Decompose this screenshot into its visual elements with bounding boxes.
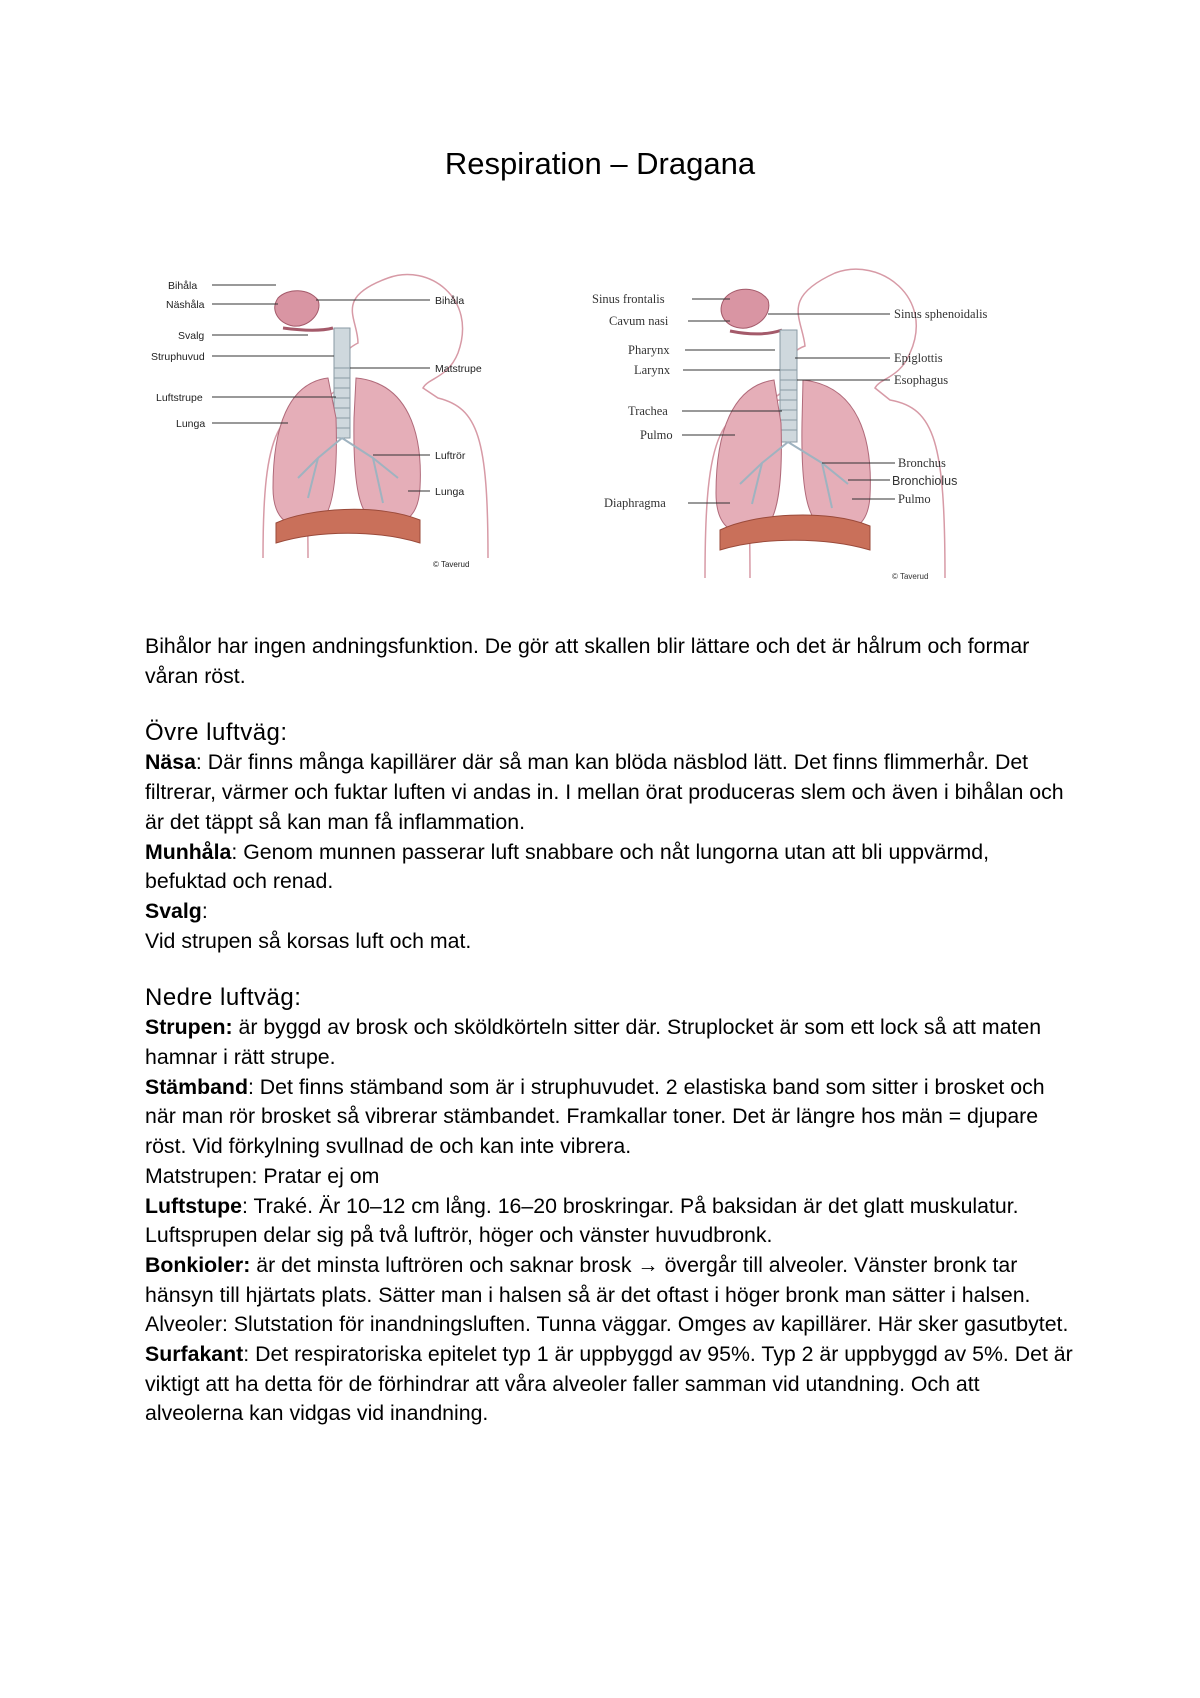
paragraph-strupen: Strupen: är byggd av brosk och sköldkörteln sitter där. Struplocket är som ett lock så att maten hamnar i rätt strupe. (145, 1015, 1042, 1070)
label-matstrupe: Matstrupe (435, 363, 482, 375)
figure-credit: © Taverud (892, 572, 929, 581)
label-bihala-right: Bihåla (435, 295, 465, 307)
label-trachea: Trachea (628, 404, 668, 418)
term-luftstupe: Luftstupe (145, 1193, 243, 1218)
paragraph-bonkioler: Bonkioler: är det minsta luftrören och saknar brosk → övergår till alveoler. Vänster bronk tar hänsyn till hjärtats plats. Sätter man i halsen så är det oftast i höger bronk man sätter i halsen. (145, 1252, 1031, 1307)
term-bonkioler: Bonkioler: (145, 1252, 251, 1277)
paragraph-luftstupe: Luftstupe: Traké. Är 10–12 cm lång. 16–20 broskringar. På baksidan är det glatt muskulatur. Luftsprupen delar sig på två luftrör, höger och vänster huvudbronk. (145, 1193, 1019, 1248)
term-nasa: Näsa (145, 750, 196, 775)
label-lunga-right: Lunga (435, 486, 465, 498)
paragraph-nasa: Näsa: Där finns många kapillärer där så man kan blöda näsblod lätt. Det finns flimmerhår. Det filtrerar, värmer och fuktar luften vi andas in. I mellan örat produceras slem och även i bihålan och är det täppt så kan man få inflammation. (145, 750, 1064, 834)
paragraph-matstrupen: Matstrupen: Pratar ej om (145, 1163, 380, 1188)
term-surfakant: Surfakant (145, 1342, 244, 1367)
term-munhala: Munhåla (145, 839, 232, 864)
label-pharynx: Pharynx (628, 343, 670, 357)
heading-lower-airway: Nedre luftväg: (145, 984, 302, 1012)
label-pulmo-left: Pulmo (640, 428, 673, 442)
respiratory-illustration (590, 258, 1082, 588)
respiratory-diagram-latin (590, 258, 1082, 588)
paragraph-stamband: Stämband: Det finns stämband som är i struphuvudet. 2 elastiska band som sitter i brosket och när man rör brosket så vibrerar stämbandet. Framkallar toner. Det är längre hos män = djupare röst. Vid förkylning svullnad de och kan inte vibrera. (145, 1074, 1045, 1159)
heading-upper-airway: Övre luftväg: (145, 719, 288, 747)
label-bronchiolus: Bronchiolus (892, 474, 958, 488)
label-luftror: Luftrör (435, 450, 466, 462)
label-cavum-nasi: Cavum nasi (609, 314, 669, 328)
label-epiglottis: Epiglottis (894, 351, 943, 365)
term-strupen: Strupen: (145, 1015, 233, 1040)
label-struphuvud: Struphuvud (151, 351, 205, 363)
label-svalg: Svalg (178, 330, 205, 342)
intro-paragraph: Bihålor har ingen andningsfunktion. De gör att skallen blir lättare och det är hålrum och formar våran röst. (145, 634, 1030, 688)
paragraph-alveoler: Alveoler: Slutstation för inandningsluften. Tunna väggar. Omges av kapillärer. Här sker gasutbytet. (145, 1312, 1069, 1337)
label-bihala-left: Bihåla (168, 280, 198, 292)
label-esophagus: Esophagus (894, 373, 949, 387)
label-sinus-sphenoidalis: Sinus sphenoidalis (894, 307, 988, 321)
term-svalg: Svalg (145, 898, 202, 923)
paragraph-surfakant: Surfakant: Det respiratoriska epitelet typ 1 är uppbyggd av 95%. Typ 2 är uppbyggd av 5%. Det är viktigt att ha detta för de förhindrar att våra alveoler faller samman vid utandning. Och att alveolerna kan vidgas vid inandning. (145, 1342, 1073, 1426)
document-body (145, 632, 1075, 1429)
label-pulmo-right: Pulmo (898, 492, 931, 506)
label-bronchus: Bronchus (898, 456, 946, 470)
label-nashala: Näshåla (166, 299, 205, 311)
label-luftstrupe: Luftstrupe (156, 392, 203, 404)
label-diaphragma: Diaphragma (604, 496, 666, 510)
figure-credit: © Taverud (433, 560, 470, 569)
page-title: Respiration – Dragana (444, 146, 756, 181)
paragraph-svalg: Svalg: (145, 898, 208, 923)
respiratory-diagram-swedish (151, 258, 528, 580)
paragraph-munhala: Munhåla: Genom munnen passerar luft snabbare och nåt lungorna utan att bli uppvärmd, befuktad och renad. (145, 839, 990, 894)
term-stamband: Stämband (145, 1074, 248, 1099)
label-larynx: Larynx (634, 363, 671, 377)
label-sinus-frontalis: Sinus frontalis (592, 292, 665, 306)
respiratory-illustration (151, 258, 528, 580)
label-lunga-left: Lunga (176, 418, 206, 430)
paragraph-svalg-body: Vid strupen så korsas luft och mat. (145, 928, 472, 953)
